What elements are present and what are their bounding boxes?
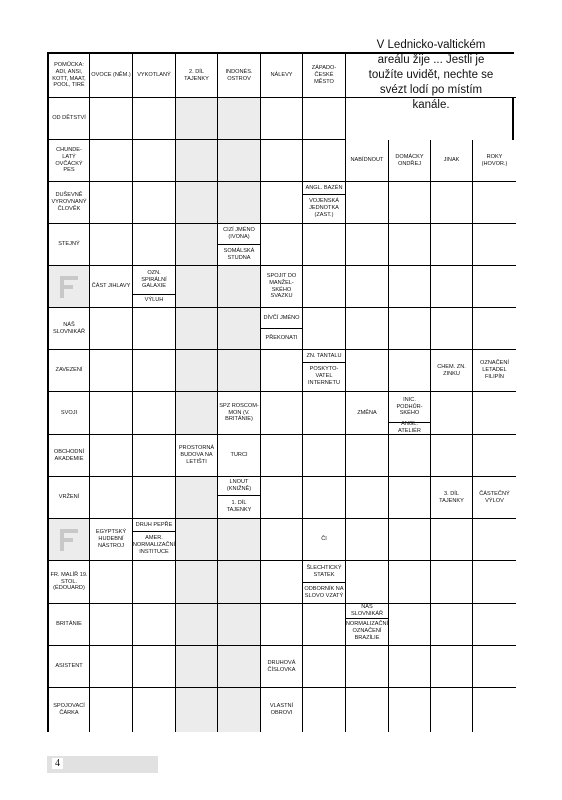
answer-cell[interactable] — [133, 308, 176, 350]
row-label: OD DĚTSTVÍ — [49, 98, 90, 140]
split-clue-cell — [261, 308, 303, 350]
answer-cell[interactable] — [261, 604, 303, 646]
answer-cell[interactable] — [431, 688, 473, 732]
answer-cell[interactable] — [389, 308, 431, 350]
answer-cell[interactable] — [431, 308, 473, 350]
clue-cell: 3. DÍL TAJENKY — [431, 477, 473, 519]
clue-cell: ČI — [303, 519, 346, 561]
answer-cell[interactable] — [261, 140, 303, 182]
clue-bottom: 1. DÍL TAJENKY — [226, 499, 252, 513]
clue-bottom: AMER. NORMALIZAČNÍ INSTITUCE — [132, 535, 176, 555]
answer-cell[interactable] — [176, 350, 218, 392]
answer-cell[interactable] — [133, 688, 176, 732]
clue-top: OZN. SPIRÁLNÍ GALAXIE — [133, 266, 175, 295]
clue-cell: NABÍDNOUT — [346, 140, 389, 182]
clue-cell: PROSTORNÁ BUDOVA NA LETIŠTI — [176, 435, 218, 477]
answer-cell[interactable] — [303, 266, 346, 308]
clue-top: CIZÍ JMÉNO (IVONA) — [218, 224, 260, 245]
clue-cell: VLASTNÍ OBROVI — [261, 688, 303, 732]
split-clue-cell — [303, 350, 346, 392]
answer-cell[interactable] — [473, 182, 516, 224]
clue-cell: ROKY (HOVOR.) — [473, 140, 516, 182]
answer-cell[interactable] — [431, 435, 473, 477]
answer-cell[interactable] — [303, 604, 346, 646]
answer-cell[interactable] — [176, 477, 218, 519]
answer-cell[interactable] — [218, 519, 261, 561]
answer-cell[interactable] — [303, 435, 346, 477]
column-header: ZÁPADO-ČESKÉ MĚSTO — [303, 54, 346, 98]
row-label: FR. MALÍŘ 19. STOL. (ÉDOUARD) — [49, 561, 90, 604]
answer-cell[interactable] — [473, 435, 516, 477]
answer-cell[interactable] — [346, 435, 389, 477]
answer-cell[interactable] — [133, 646, 176, 688]
clue-cell: ČÁSTEČNÝ VÝLOV — [473, 477, 516, 519]
crossword-grid — [47, 39, 514, 732]
clue-cell: DRUHOVÁ ČÍSLOVKA — [261, 646, 303, 688]
answer-cell[interactable] — [473, 688, 516, 732]
answer-cell[interactable] — [218, 140, 261, 182]
answer-cell[interactable] — [346, 477, 389, 519]
clue-cell: DOMÁCKY ONDŘEJ — [389, 140, 431, 182]
clue-top: DÍVČÍ JMÉNO — [261, 308, 302, 329]
answer-cell[interactable] — [90, 477, 133, 519]
split-clue-cell — [133, 519, 176, 561]
answer-cell[interactable] — [303, 392, 346, 435]
answer-cell[interactable] — [346, 646, 389, 688]
answer-cell[interactable] — [261, 98, 303, 140]
answer-cell[interactable] — [346, 182, 389, 224]
answer-cell[interactable] — [303, 688, 346, 732]
clue-top: NÁŠ SLOVNIKÁŘ — [346, 604, 388, 619]
answer-cell[interactable] — [176, 519, 218, 561]
answer-cell[interactable] — [176, 561, 218, 604]
clue-top: ANGL. BAZÉN — [303, 182, 345, 195]
answer-cell[interactable] — [133, 435, 176, 477]
clue-bottom: VOJENSKÁ JEDNOTKA (ZAST.) — [309, 198, 339, 218]
clue-cell: SPOJIT DO MANŽEL-SKÉHO SVAZKU — [261, 266, 303, 308]
answer-cell[interactable] — [133, 604, 176, 646]
row-label: ZAVEZENÍ — [49, 350, 90, 392]
answer-cell[interactable] — [90, 688, 133, 732]
answer-cell[interactable] — [473, 224, 516, 266]
answer-cell[interactable] — [133, 182, 176, 224]
answer-cell[interactable] — [261, 519, 303, 561]
row-label: BRITÁNIE — [49, 604, 90, 646]
answer-cell[interactable] — [303, 646, 346, 688]
answer-cell[interactable] — [133, 98, 176, 140]
clue-cell: CHEM. ZN. ZINKU — [431, 350, 473, 392]
answer-cell[interactable] — [90, 646, 133, 688]
split-clue-cell — [303, 182, 346, 224]
answer-cell[interactable] — [90, 98, 133, 140]
row-label: ASISTENT — [49, 646, 90, 688]
answer-cell[interactable] — [218, 688, 261, 732]
answer-cell[interactable] — [218, 604, 261, 646]
answer-cell[interactable] — [176, 224, 218, 266]
answer-cell[interactable] — [473, 519, 516, 561]
answer-cell[interactable] — [176, 308, 218, 350]
answer-cell[interactable] — [303, 308, 346, 350]
answer-cell[interactable] — [303, 98, 346, 140]
answer-cell[interactable] — [218, 646, 261, 688]
answer-cell[interactable] — [218, 98, 261, 140]
answer-cell[interactable] — [346, 308, 389, 350]
answer-cell[interactable] — [90, 604, 133, 646]
answer-cell[interactable] — [346, 350, 389, 392]
column-header: OVOCE (NĚM.) — [90, 54, 133, 98]
column-header: INDONÉS. OSTROV — [218, 54, 261, 98]
clue-bottom: NORMALIZAČNÍ OZNAČENÍ BRAZÍLIE — [345, 621, 389, 641]
answer-cell[interactable] — [90, 308, 133, 350]
answer-cell[interactable] — [389, 688, 431, 732]
answer-cell[interactable] — [133, 561, 176, 604]
answer-cell[interactable] — [431, 182, 473, 224]
row-label: NÁŠ SLOVNIKÁŘ — [49, 308, 90, 350]
answer-cell[interactable] — [218, 308, 261, 350]
clue-cell: ČÁST JIHLAVY — [90, 266, 133, 308]
clue-bottom: SOMÁLSKÁ STUDNA — [223, 247, 255, 261]
answer-cell[interactable] — [261, 392, 303, 435]
answer-cell[interactable] — [389, 182, 431, 224]
secret-text-cell: V Lednicko-valtickém areálu žije ... Jestli je toužíte uvidět, nechte se svézt lodí po místím kanále. — [346, 54, 516, 98]
clue-cell: OZNAČENÍ LETADEL FILIPÍN — [473, 350, 516, 392]
answer-cell[interactable] — [389, 477, 431, 519]
split-clue-cell — [218, 477, 261, 519]
answer-cell[interactable] — [90, 224, 133, 266]
answer-cell[interactable] — [261, 350, 303, 392]
answer-cell[interactable] — [431, 646, 473, 688]
answer-cell[interactable] — [389, 519, 431, 561]
answer-cell[interactable] — [389, 646, 431, 688]
column-header: POMŮCKA: ADI, ANSI, KOTT, MAAT, POOL, TIRÉ — [49, 54, 90, 98]
answer-cell[interactable] — [346, 561, 389, 604]
row-label: OBCHODNÍ AKADEMIE — [49, 435, 90, 477]
clue-bottom: POSKYTO-VATEL INTERNETU — [307, 366, 340, 386]
answer-cell[interactable] — [176, 604, 218, 646]
answer-cell[interactable] — [431, 392, 473, 435]
clue-cell: TURCI — [218, 435, 261, 477]
answer-cell[interactable] — [431, 266, 473, 308]
answer-cell[interactable] — [90, 140, 133, 182]
split-clue-cell — [218, 224, 261, 266]
column-header: VYKOTLANÝ — [133, 54, 176, 98]
answer-cell[interactable] — [389, 561, 431, 604]
answer-cell[interactable] — [218, 561, 261, 604]
answer-cell[interactable] — [90, 182, 133, 224]
answer-cell[interactable] — [133, 140, 176, 182]
clue-top: ZN. TANTALU — [303, 350, 345, 363]
answer-cell[interactable] — [261, 477, 303, 519]
answer-cell[interactable] — [176, 182, 218, 224]
clue-bottom: ODBORNÍK NA SLOVO VZATÝ — [304, 585, 344, 599]
answer-cell[interactable] — [389, 266, 431, 308]
answer-cell[interactable] — [90, 350, 133, 392]
answer-cell[interactable] — [176, 392, 218, 435]
answer-cell[interactable] — [346, 266, 389, 308]
answer-cell[interactable] — [473, 604, 516, 646]
answer-cell[interactable] — [389, 224, 431, 266]
clue-bottom: VÝLUH — [144, 297, 164, 304]
answer-cell[interactable] — [176, 266, 218, 308]
answer-cell[interactable] — [473, 561, 516, 604]
f-logo-icon — [49, 519, 90, 561]
answer-cell[interactable] — [389, 435, 431, 477]
row-label: CHUNDE-LATÝ OVČÁCKÝ PES — [49, 140, 90, 182]
answer-cell[interactable] — [176, 688, 218, 732]
f-logo-icon — [49, 266, 90, 308]
answer-cell[interactable] — [90, 435, 133, 477]
answer-cell[interactable] — [90, 561, 133, 604]
answer-cell[interactable] — [473, 308, 516, 350]
split-clue-cell — [389, 392, 431, 435]
row-label: STEJNÝ — [49, 224, 90, 266]
clue-cell: SPZ ROSCOM-MON (V. BRITÁNIE) — [218, 392, 261, 435]
answer-cell[interactable] — [431, 224, 473, 266]
answer-cell[interactable] — [473, 266, 516, 308]
clue-cell: JINAK — [431, 140, 473, 182]
answer-cell[interactable] — [218, 350, 261, 392]
clue-bottom: PŘEKONATI — [265, 335, 298, 342]
answer-cell[interactable] — [389, 350, 431, 392]
answer-cell[interactable] — [261, 224, 303, 266]
answer-cell[interactable] — [133, 224, 176, 266]
answer-cell[interactable] — [261, 561, 303, 604]
answer-cell[interactable] — [303, 477, 346, 519]
split-clue-cell — [303, 561, 346, 604]
answer-cell[interactable] — [133, 477, 176, 519]
footer-bar — [47, 756, 158, 773]
row-label: SPOJOVACÍ ČÁRKA — [49, 688, 90, 732]
answer-cell[interactable] — [346, 519, 389, 561]
answer-cell[interactable] — [303, 224, 346, 266]
answer-cell[interactable] — [431, 604, 473, 646]
clue-cell: EGYPTSKÝ HUDEBNÍ NÁSTROJ — [90, 519, 133, 561]
answer-cell[interactable] — [218, 182, 261, 224]
answer-cell[interactable] — [261, 182, 303, 224]
answer-cell[interactable] — [133, 392, 176, 435]
column-header: NÁLEVY — [261, 54, 303, 98]
answer-cell[interactable] — [473, 392, 516, 435]
column-header: 2. DÍL TAJENKY — [176, 54, 218, 98]
answer-cell[interactable] — [176, 646, 218, 688]
clue-cell: ZMĚNA — [346, 392, 389, 435]
split-clue-cell — [346, 604, 389, 646]
answer-cell[interactable] — [176, 140, 218, 182]
clue-top: DRUH PEPŘE — [133, 519, 175, 532]
page-number: 4 — [52, 758, 63, 769]
clue-top: ŠLECHTICKÝ STATEK — [303, 561, 345, 583]
answer-cell[interactable] — [90, 392, 133, 435]
clue-top: LNOUT (KNIŽNĚ) — [218, 477, 260, 496]
row-label: SVOJI — [49, 392, 90, 435]
answer-cell[interactable] — [261, 435, 303, 477]
answer-cell[interactable] — [303, 140, 346, 182]
answer-cell[interactable] — [473, 646, 516, 688]
answer-cell[interactable] — [389, 604, 431, 646]
answer-cell[interactable] — [218, 266, 261, 308]
answer-cell[interactable] — [431, 561, 473, 604]
row-label: DUŠEVNĚ VYROVNANÝ ČLOVĚK — [49, 182, 90, 224]
answer-cell[interactable] — [176, 98, 218, 140]
answer-cell[interactable] — [346, 688, 389, 732]
clue-top: INIC. PODHŮR-SKÉHO — [389, 392, 430, 423]
answer-cell[interactable] — [431, 519, 473, 561]
split-clue-cell — [133, 266, 176, 308]
row-label: VRŽENÍ — [49, 477, 90, 519]
answer-cell[interactable] — [133, 350, 176, 392]
clue-bottom: ANGL. ATELIÉR — [398, 421, 421, 434]
answer-cell[interactable] — [346, 224, 389, 266]
